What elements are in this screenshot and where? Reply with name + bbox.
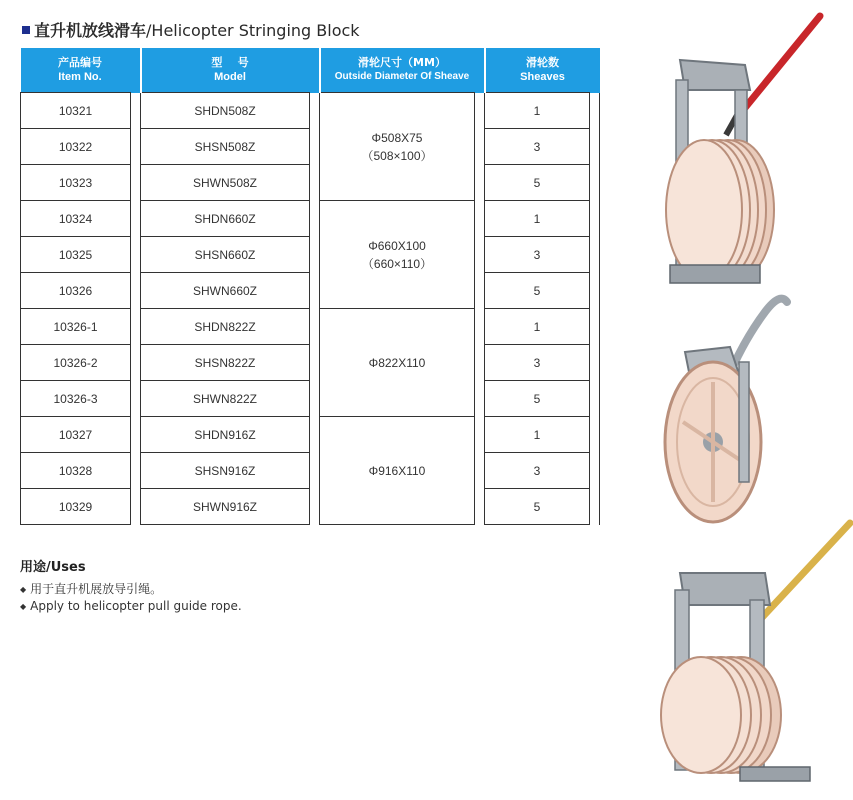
- model-cell: SHDN822Z: [141, 309, 310, 345]
- sheaves-cell: 3: [485, 237, 590, 273]
- item-no-cell: 10327: [21, 417, 131, 453]
- uses-item: ◆ 用于直升机展放导引绳。: [20, 581, 242, 598]
- table-row: [21, 201, 600, 237]
- model-cell: SHDN660Z: [141, 201, 310, 237]
- item-no-cell: 10322: [21, 129, 131, 165]
- item-no-cell: 10326: [21, 273, 131, 309]
- sheaves-cell: 5: [485, 381, 590, 417]
- model-cell: SHWN660Z: [141, 273, 310, 309]
- yellow-handle: [755, 523, 850, 625]
- table-row: [21, 165, 600, 201]
- model-cell: SHDN508Z: [141, 93, 310, 129]
- header-model: 型 号 Model: [141, 48, 320, 93]
- diameter-cell: Φ822X110: [320, 309, 475, 417]
- model-cell: SHWN822Z: [141, 381, 310, 417]
- table-row: [21, 237, 600, 273]
- table-header-row: [21, 48, 600, 93]
- five-sheave-block-red-handle-photo: [640, 10, 853, 300]
- sheaves-cell: 1: [485, 309, 590, 345]
- table-row: [21, 453, 600, 489]
- title-english: /Helicopter Stringing Block: [146, 21, 360, 40]
- sheaves-cell: 3: [485, 345, 590, 381]
- item-no-cell: 10326-2: [21, 345, 131, 381]
- item-no-cell: 10321: [21, 93, 131, 129]
- five-sheave-block-yellow-handle-photo: [645, 515, 853, 795]
- model-cell: SHSN508Z: [141, 129, 310, 165]
- sheaves-cell: 5: [485, 165, 590, 201]
- sheave-stack: [661, 657, 781, 773]
- header-item-no: 产品编号 Item No.: [21, 48, 141, 93]
- model-cell: SHSN916Z: [141, 453, 310, 489]
- item-no-cell: 10326-3: [21, 381, 131, 417]
- sheave-stack: [666, 140, 774, 280]
- sheaves-cell: 5: [485, 489, 590, 525]
- title-chinese: 直升机放线滑车: [34, 21, 147, 40]
- item-no-cell: 10326-1: [21, 309, 131, 345]
- table-row: [21, 381, 600, 417]
- header-sheaves: 滑轮数 Sheaves: [485, 48, 600, 93]
- item-no-cell: 10325: [21, 237, 131, 273]
- table-row: [21, 129, 600, 165]
- spec-table: [20, 48, 600, 525]
- title-square-icon: [22, 26, 30, 34]
- table-row: [21, 345, 600, 381]
- diameter-cell: Φ660X100 （660×110）: [320, 201, 475, 309]
- table-row: [21, 273, 600, 309]
- item-no-cell: 10323: [21, 165, 131, 201]
- sheaves-cell: 1: [485, 93, 590, 129]
- page-title: [22, 18, 360, 41]
- uses-heading: 用途/Uses: [20, 560, 86, 575]
- single-sheave-block-photo: [655, 292, 815, 532]
- table-row: [21, 309, 600, 345]
- item-no-cell: 10324: [21, 201, 131, 237]
- sheaves-cell: 1: [485, 201, 590, 237]
- table-row: [21, 417, 600, 453]
- model-cell: SHDN916Z: [141, 417, 310, 453]
- model-cell: SHSN822Z: [141, 345, 310, 381]
- model-cell: SHWN916Z: [141, 489, 310, 525]
- table-row: [21, 93, 600, 129]
- uses-item: ◆ Apply to helicopter pull guide rope.: [20, 598, 242, 615]
- model-cell: SHSN660Z: [141, 237, 310, 273]
- model-cell: SHWN508Z: [141, 165, 310, 201]
- uses-section: [20, 556, 242, 615]
- item-no-cell: 10328: [21, 453, 131, 489]
- sheaves-cell: 1: [485, 417, 590, 453]
- item-no-cell: 10329: [21, 489, 131, 525]
- sheaves-cell: 3: [485, 453, 590, 489]
- sheaves-cell: 3: [485, 129, 590, 165]
- header-diameter: 滑轮尺寸（MM） Outside Diameter Of Sheave: [320, 48, 485, 93]
- sheaves-cell: 5: [485, 273, 590, 309]
- diameter-cell: Φ916X110: [320, 417, 475, 525]
- table-row: [21, 489, 600, 525]
- diameter-cell: Φ508X75 （508×100）: [320, 93, 475, 201]
